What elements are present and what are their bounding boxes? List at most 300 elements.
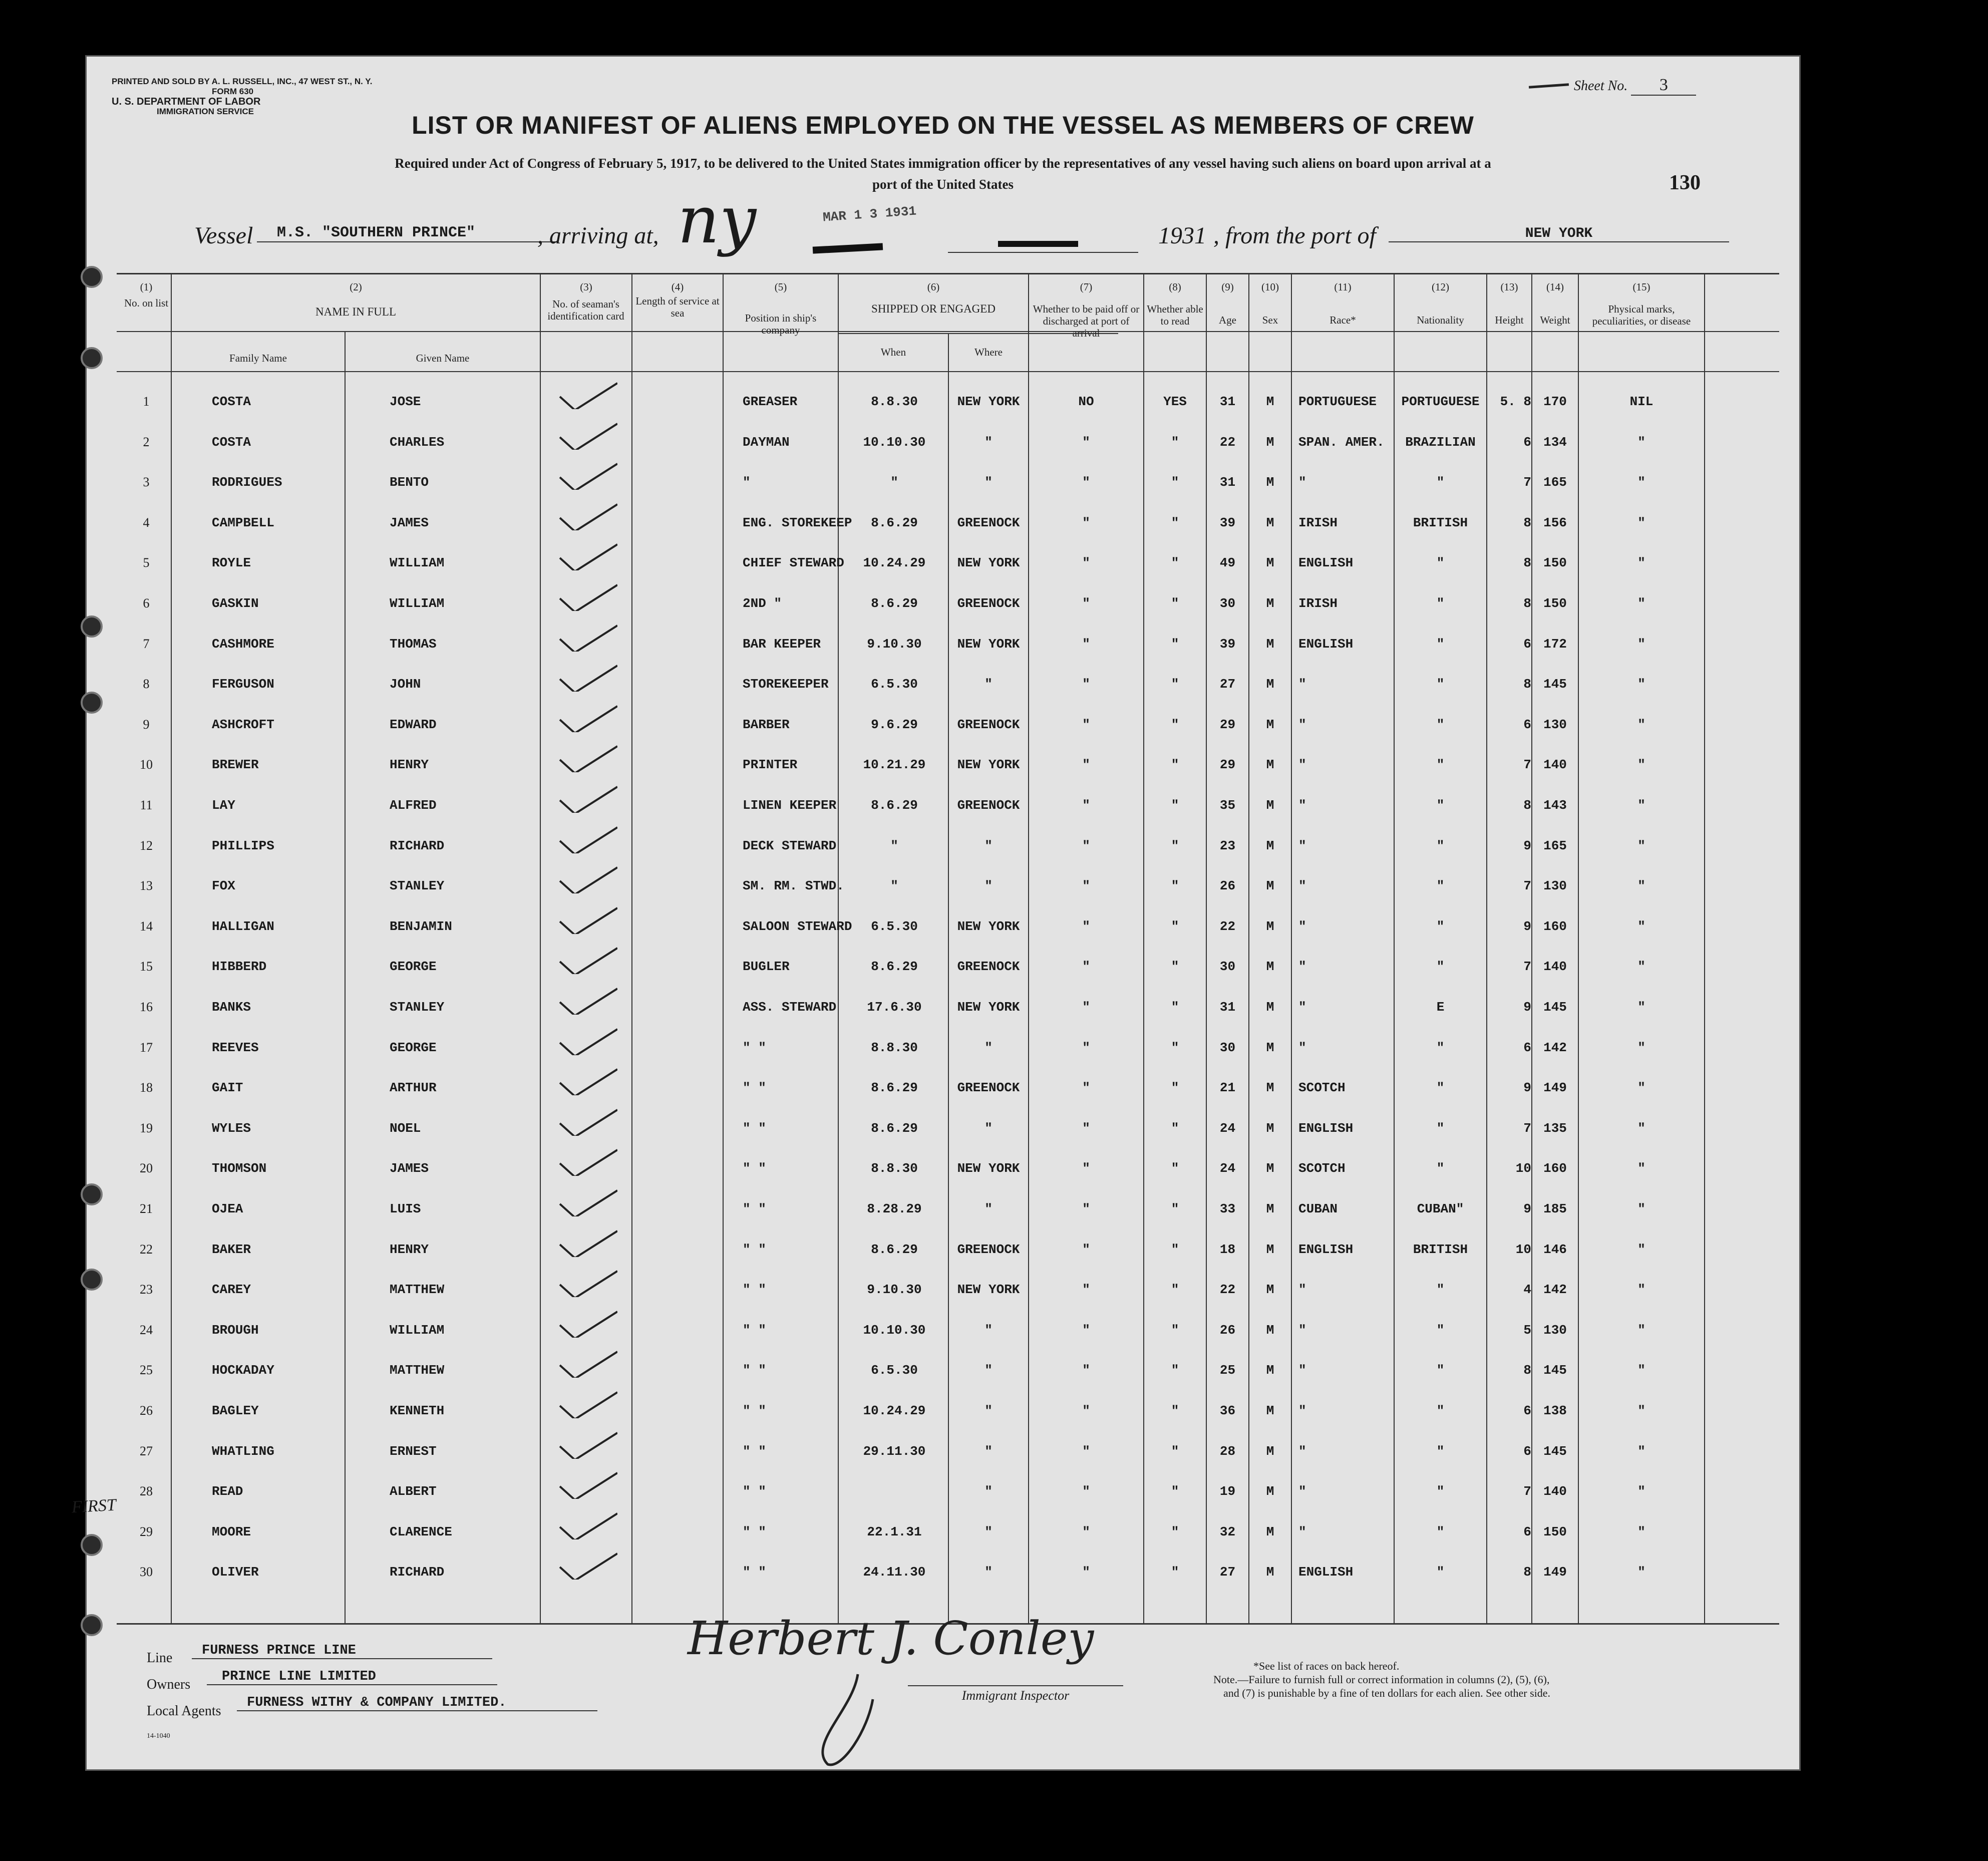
age: 19 [1219, 1484, 1236, 1499]
family-name: FERGUSON [212, 677, 274, 692]
height: 7 [1523, 1484, 1531, 1499]
paid-off: " [1082, 1363, 1090, 1378]
age: 23 [1219, 838, 1236, 853]
age: 27 [1219, 1565, 1236, 1580]
checkmark-icon [557, 863, 617, 893]
weight: 130 [1543, 717, 1567, 732]
row-number: 27 [140, 1443, 153, 1458]
checkmark-icon [557, 1065, 617, 1095]
sex: M [1266, 394, 1274, 409]
col-num: (9) [1221, 281, 1234, 293]
sex: M [1266, 636, 1274, 652]
position: DECK STEWARD [743, 838, 837, 853]
row-number: 4 [143, 515, 150, 530]
shipped-when: 8.6.29 [871, 596, 918, 611]
col-header-position: Position in ship's company [745, 312, 817, 336]
family-name: MOORE [212, 1524, 251, 1539]
shipped-when: 9.6.29 [871, 717, 918, 732]
col-header-physical: Physical marks, peculiarities, or disease [1592, 303, 1691, 327]
family-name: OLIVER [212, 1565, 259, 1580]
shipped-when: 6.5.30 [871, 918, 918, 934]
row-number: 24 [140, 1322, 153, 1337]
sex: M [1266, 1242, 1274, 1257]
given-name: RICHARD [390, 838, 445, 853]
checkmark-icon [557, 379, 617, 409]
nationality: " [1436, 838, 1445, 853]
shipped-when: 8.8.30 [871, 1161, 918, 1176]
line-value: FURNESS PRINCE LINE [192, 1643, 492, 1659]
shipped-when: 24.11.30 [863, 1565, 926, 1580]
checkmark-icon [557, 1348, 617, 1378]
nationality: " [1436, 1403, 1445, 1418]
position: " " [743, 1161, 766, 1176]
family-name: COSTA [212, 434, 251, 450]
from-port-value: NEW YORK [1389, 226, 1729, 242]
height: 7 [1523, 959, 1531, 975]
given-name: GEORGE [390, 1040, 437, 1055]
physical-marks: " [1637, 1363, 1645, 1378]
position: " [743, 475, 751, 490]
height: 10 [1515, 1161, 1531, 1176]
physical-marks: " [1637, 434, 1645, 450]
weight: 145 [1543, 1363, 1567, 1378]
col-num: (1) [140, 281, 153, 293]
checkmark-icon [557, 1388, 617, 1418]
height: 7 [1523, 1120, 1531, 1136]
position: " " [743, 1443, 766, 1459]
sex: M [1266, 838, 1274, 853]
row-number: 14 [140, 918, 153, 934]
race: " [1298, 838, 1306, 853]
sex: M [1266, 1565, 1274, 1580]
race: ENGLISH [1298, 1120, 1354, 1136]
age: 30 [1219, 1040, 1236, 1055]
shipped-when: 8.6.29 [871, 959, 918, 975]
note-penalty-cont: and (7) is punishable by a fine of ten dollars for each alien. See other side. [1223, 1687, 1551, 1699]
department-label: U. S. DEPARTMENT OF LABOR [112, 96, 261, 107]
col-header-where: Where [974, 346, 1003, 358]
row-number: 10 [140, 757, 153, 772]
row-number: 12 [140, 838, 153, 853]
punch-hole [81, 1614, 103, 1636]
strikethrough-mark [813, 243, 883, 253]
nationality: " [1436, 798, 1445, 813]
date-underline [948, 252, 1138, 253]
family-name: CASHMORE [212, 636, 274, 652]
sex: M [1266, 1201, 1274, 1216]
family-name: BAKER [212, 1242, 251, 1257]
height: 9 [1523, 918, 1531, 934]
able-to-read: YES [1163, 394, 1187, 409]
checkmark-icon [557, 904, 617, 934]
able-to-read: " [1171, 959, 1179, 975]
row-number: 19 [140, 1120, 153, 1135]
paid-off: " [1082, 1524, 1090, 1539]
age: 22 [1219, 1282, 1236, 1298]
paid-off: " [1082, 677, 1090, 692]
physical-marks: " [1637, 918, 1645, 934]
able-to-read: " [1171, 1080, 1179, 1096]
age: 39 [1219, 515, 1236, 530]
height: 8 [1523, 515, 1531, 530]
age: 31 [1219, 475, 1236, 490]
physical-marks: " [1637, 757, 1645, 773]
col-num: (14) [1546, 281, 1564, 293]
shipped-when: 22.1.31 [867, 1524, 922, 1539]
nationality: " [1436, 918, 1445, 934]
checkmark-icon [557, 1469, 617, 1499]
nationality: " [1436, 596, 1445, 611]
punch-hole [81, 1183, 103, 1205]
able-to-read: " [1171, 1565, 1179, 1580]
punch-hole [81, 266, 103, 288]
shipped-where: " [984, 1565, 992, 1580]
paid-off: " [1082, 596, 1090, 611]
shipped-where: GREENOCK [957, 1080, 1020, 1096]
sex: M [1266, 798, 1274, 813]
col-num: (4) [671, 281, 684, 293]
position: STOREKEEPER [743, 677, 829, 692]
sex: M [1266, 757, 1274, 773]
punch-hole [81, 347, 103, 369]
age: 31 [1219, 394, 1236, 409]
sex: M [1266, 878, 1274, 894]
family-name: ROYLE [212, 555, 251, 571]
given-name: JOHN [390, 677, 421, 692]
able-to-read: " [1171, 636, 1179, 652]
weight: 135 [1543, 1120, 1567, 1136]
height: 6 [1523, 1524, 1531, 1539]
height: 6 [1523, 636, 1531, 652]
paid-off: " [1082, 434, 1090, 450]
col-header-no: No. on list [124, 297, 169, 309]
physical-marks: " [1637, 515, 1645, 530]
shipped-where: " [984, 1443, 992, 1459]
paid-off: " [1082, 1201, 1090, 1216]
row-number: 15 [140, 959, 153, 974]
shipped-where: " [984, 1484, 992, 1499]
checkmark-icon [557, 783, 617, 813]
shipped-when: 9.10.30 [867, 1282, 922, 1298]
col-header-given: Given Name [416, 352, 470, 364]
checkmark-icon [557, 540, 617, 570]
able-to-read: " [1171, 798, 1179, 813]
family-name: ASHCROFT [212, 717, 274, 732]
able-to-read: " [1171, 1040, 1179, 1055]
sex: M [1266, 717, 1274, 732]
shipped-when: 10.10.30 [863, 434, 926, 450]
given-name: CLARENCE [390, 1524, 452, 1539]
family-name: LAY [212, 798, 235, 813]
weight: 140 [1543, 757, 1567, 773]
vessel-label: Vessel [194, 222, 253, 249]
col-num: (3) [580, 281, 592, 293]
manifest-sheet [71, 55, 1801, 1771]
height: 9 [1523, 1080, 1531, 1096]
shipped-where: " [984, 838, 992, 853]
sex: M [1266, 1161, 1274, 1176]
row-number: 16 [140, 1000, 153, 1014]
col-num: (11) [1334, 281, 1352, 293]
col-num: (12) [1432, 281, 1449, 293]
given-name: WILLIAM [390, 1322, 445, 1338]
from-port-label: , from the port of [1213, 222, 1376, 249]
race: " [1298, 1524, 1306, 1539]
footer-notes [1213, 1659, 1550, 1700]
weight: 150 [1543, 596, 1567, 611]
given-name: JAMES [390, 1161, 429, 1176]
row-number: 21 [140, 1201, 153, 1216]
shipped-where: GREENOCK [957, 798, 1020, 813]
col-num: (5) [774, 281, 787, 293]
given-name: ALBERT [390, 1484, 437, 1499]
family-name: THOMSON [212, 1161, 267, 1176]
race: " [1298, 1443, 1306, 1459]
family-name: BROUGH [212, 1322, 259, 1338]
family-name: RODRIGUES [212, 475, 282, 490]
checkmark-icon [557, 1106, 617, 1136]
paid-off: " [1082, 838, 1090, 853]
sex: M [1266, 959, 1274, 975]
race: " [1298, 1403, 1306, 1418]
height: 6 [1523, 1443, 1531, 1459]
shipped-when: 17.6.30 [867, 1000, 922, 1015]
sex: M [1266, 1322, 1274, 1338]
note-penalty: Note.—Failure to furnish full or correct information in columns (2), (5), (6), [1213, 1673, 1550, 1686]
nationality: " [1436, 475, 1445, 490]
able-to-read: " [1171, 515, 1179, 530]
position: " " [743, 1403, 766, 1418]
shipped-where: NEW YORK [957, 636, 1020, 652]
physical-marks: " [1637, 1161, 1645, 1176]
race: " [1298, 918, 1306, 934]
nationality: BRAZILIAN [1405, 434, 1476, 450]
family-name: COSTA [212, 394, 251, 409]
checkmark-icon [557, 420, 617, 450]
height: 4 [1523, 1282, 1531, 1298]
row-number: 25 [140, 1363, 153, 1378]
weight: 149 [1543, 1080, 1567, 1096]
nationality: " [1436, 757, 1445, 773]
given-name: KENNETH [390, 1403, 445, 1418]
weight: 140 [1543, 1484, 1567, 1499]
sex: M [1266, 1363, 1274, 1378]
weight: 146 [1543, 1242, 1567, 1257]
margin-note: FIRST [71, 1495, 117, 1517]
date-stamp: MAR 1 3 1931 [822, 203, 917, 225]
row-number: 22 [140, 1242, 153, 1257]
age: 30 [1219, 959, 1236, 975]
given-name: CHARLES [390, 434, 445, 450]
col-num: (10) [1261, 281, 1279, 293]
sheet-number-value: 3 [1631, 76, 1696, 96]
physical-marks: " [1637, 1403, 1645, 1418]
given-name: RICHARD [390, 1565, 445, 1580]
able-to-read: " [1171, 1000, 1179, 1015]
checkmark-icon [557, 622, 617, 652]
given-name: JOSE [390, 394, 421, 409]
col-header-nationality: Nationality [1417, 314, 1464, 326]
shipped-where: " [984, 1201, 992, 1216]
position: " " [743, 1484, 766, 1499]
weight: 140 [1543, 959, 1567, 975]
weight: 145 [1543, 1443, 1567, 1459]
race: SCOTCH [1298, 1161, 1346, 1176]
family-name: HALLIGAN [212, 918, 274, 934]
year-value: 1931 [1158, 222, 1206, 249]
shipped-where: GREENOCK [957, 1242, 1020, 1257]
age: 28 [1219, 1443, 1236, 1459]
nationality: " [1436, 878, 1445, 894]
race: " [1298, 1282, 1306, 1298]
family-name: HIBBERD [212, 959, 267, 975]
col-header-service: Length of service at sea [635, 295, 720, 319]
paid-off: " [1082, 918, 1090, 934]
given-name: ARTHUR [390, 1080, 437, 1096]
given-name: HENRY [390, 1242, 429, 1257]
age: 32 [1219, 1524, 1236, 1539]
physical-marks: " [1637, 1282, 1645, 1298]
shipped-when: 9.10.30 [867, 636, 922, 652]
paid-off: " [1082, 1282, 1090, 1298]
given-name: WILLIAM [390, 555, 445, 571]
height: 7 [1523, 878, 1531, 894]
height: 6 [1523, 434, 1531, 450]
able-to-read: " [1171, 1524, 1179, 1539]
shipped-when: 8.6.29 [871, 1242, 918, 1257]
col-num: (15) [1632, 281, 1650, 293]
nationality: " [1436, 1443, 1445, 1459]
position: BARBER [743, 717, 790, 732]
col-num: (2) [350, 281, 362, 293]
height: 8 [1523, 798, 1531, 813]
checkmark-icon [557, 1308, 617, 1338]
shipped-when: 8.6.29 [871, 1080, 918, 1096]
note-races: *See list of races on back hereof. [1253, 1660, 1400, 1672]
sex: M [1266, 1443, 1274, 1459]
age: 39 [1219, 636, 1236, 652]
able-to-read: " [1171, 717, 1179, 732]
shipped-when: 8.6.29 [871, 1120, 918, 1136]
age: 27 [1219, 677, 1236, 692]
shipped-when: 8.28.29 [867, 1201, 922, 1216]
able-to-read: " [1171, 1201, 1179, 1216]
position: " " [743, 1565, 766, 1580]
row-number: 13 [140, 878, 153, 893]
weight: 165 [1543, 475, 1567, 490]
nationality: PORTUGUESE [1401, 394, 1480, 409]
family-name: BREWER [212, 757, 259, 773]
signature-flourish [798, 1669, 898, 1769]
family-name: WYLES [212, 1120, 251, 1136]
family-name: FOX [212, 878, 235, 894]
shipped-when: 10.24.29 [863, 555, 926, 571]
physical-marks: " [1637, 1242, 1645, 1257]
family-name: BAGLEY [212, 1403, 259, 1418]
position: " " [743, 1120, 766, 1136]
age: 25 [1219, 1363, 1236, 1378]
checkmark-icon [557, 702, 617, 732]
able-to-read: " [1171, 757, 1179, 773]
nationality: E [1436, 1000, 1445, 1015]
position: " " [743, 1201, 766, 1216]
nationality: " [1436, 717, 1445, 732]
weight: 149 [1543, 1565, 1567, 1580]
shipped-where: GREENOCK [957, 596, 1020, 611]
shipped-when: " [890, 878, 898, 894]
race: " [1298, 1040, 1306, 1055]
punch-hole [81, 615, 103, 638]
sex: M [1266, 1282, 1274, 1298]
row-number: 1 [143, 394, 150, 409]
row-number: 11 [140, 798, 153, 812]
age: 24 [1219, 1161, 1236, 1176]
physical-marks: " [1637, 1080, 1645, 1096]
sex: M [1266, 596, 1274, 611]
shipped-when: " [890, 838, 898, 853]
owners-label: Owners [147, 1677, 191, 1692]
shipped-where: " [984, 1403, 992, 1418]
nationality: " [1436, 555, 1445, 571]
paid-off: " [1082, 1000, 1090, 1015]
age: 21 [1219, 1080, 1236, 1096]
family-name: HOCKADAY [212, 1363, 274, 1378]
weight: 145 [1543, 1000, 1567, 1015]
shipped-when: 6.5.30 [871, 677, 918, 692]
row-number: 7 [143, 636, 150, 651]
owners-value: PRINCE LINE LIMITED [207, 1669, 497, 1685]
page-title: LIST OR MANIFEST OF ALIENS EMPLOYED ON THE VESSEL AS MEMBERS OF CREW [412, 111, 1474, 139]
checkmark-icon [557, 1025, 617, 1055]
col-header-height: Height [1495, 314, 1524, 326]
weight: 142 [1543, 1282, 1567, 1298]
race: " [1298, 757, 1306, 773]
form-code: 14-1040 [147, 1732, 170, 1740]
given-name: BENJAMIN [390, 918, 452, 934]
paid-off: " [1082, 878, 1090, 894]
row-number: 18 [140, 1080, 153, 1095]
nationality: " [1436, 1565, 1445, 1580]
shipped-when: 10.21.29 [863, 757, 926, 773]
age: 33 [1219, 1201, 1236, 1216]
shipped-where: " [984, 1322, 992, 1338]
checkmark-icon [557, 1267, 617, 1297]
sex: M [1266, 555, 1274, 571]
race: " [1298, 717, 1306, 732]
able-to-read: " [1171, 434, 1179, 450]
checkmark-icon [557, 823, 617, 853]
weight: 130 [1543, 1322, 1567, 1338]
weight: 150 [1543, 555, 1567, 571]
weight: 185 [1543, 1201, 1567, 1216]
shipped-where: GREENOCK [957, 959, 1020, 975]
position: DAYMAN [743, 434, 790, 450]
checkmark-icon [557, 1509, 617, 1539]
height: 8 [1523, 677, 1531, 692]
age: 36 [1219, 1403, 1236, 1418]
height: 9 [1523, 1000, 1531, 1015]
punch-hole [81, 1534, 103, 1556]
shipped-where: " [984, 1040, 992, 1055]
agents-value: FURNESS WITHY & COMPANY LIMITED. [237, 1695, 597, 1711]
nationality: " [1436, 1524, 1445, 1539]
able-to-read: " [1171, 878, 1179, 894]
nationality: " [1436, 1120, 1445, 1136]
shipped-when: 6.5.30 [871, 1363, 918, 1378]
sex: M [1266, 434, 1274, 450]
given-name: THOMAS [390, 636, 437, 652]
checkmark-icon [557, 1227, 617, 1257]
